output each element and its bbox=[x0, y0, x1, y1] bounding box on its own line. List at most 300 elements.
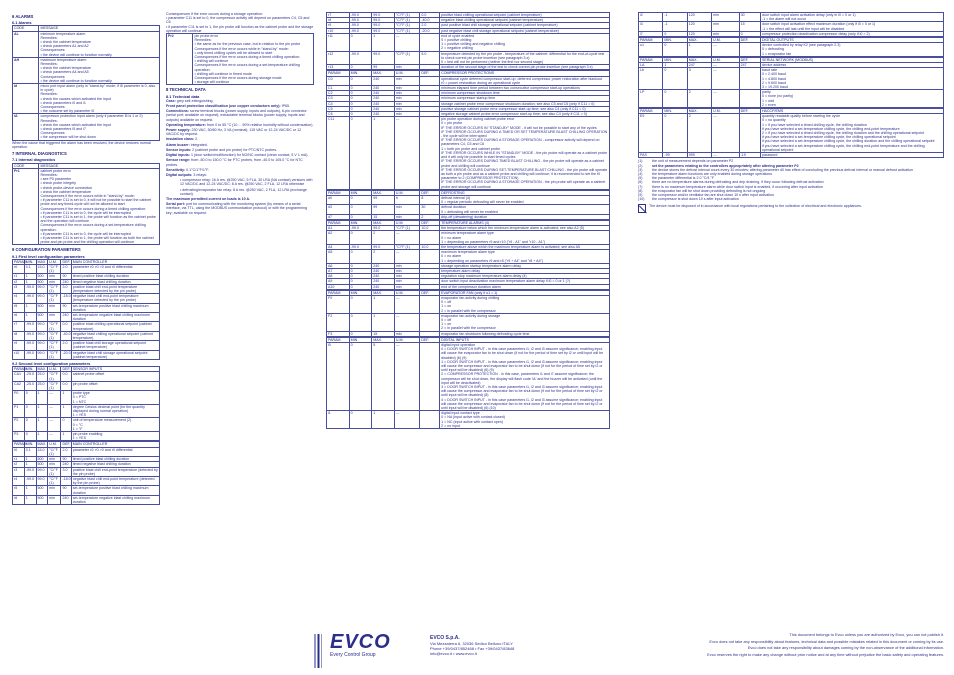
description-line: pin probe enabling bbox=[72, 432, 103, 437]
column-header: MESSAGE bbox=[39, 163, 160, 168]
code-cell: AH bbox=[13, 57, 39, 83]
code-row bbox=[13, 31, 160, 57]
param-cell bbox=[420, 295, 440, 313]
description-line: IF THE ERROR OCCURS DURING A STORAGE OPERATION - compressor activity will depend on parameters C4, C5 and C6 bbox=[441, 138, 600, 147]
param-cell: --- bbox=[712, 43, 739, 57]
column-header: U.M. bbox=[394, 190, 419, 195]
column-header: DEFROSTING bbox=[440, 190, 610, 195]
param-cell: F2 bbox=[327, 313, 350, 331]
description-line: 1 = YES bbox=[72, 436, 86, 441]
notice-line: Evco does not take any responsibility about features, technical data and possible mistakes related in this document or coming by its use. bbox=[709, 638, 944, 644]
param-cell: r8 bbox=[327, 18, 350, 23]
message-line: Consequences: bbox=[40, 105, 66, 110]
message-line: maximum temperature alarm bbox=[40, 57, 87, 62]
technical-paragraph bbox=[166, 158, 314, 166]
message-line: • check probe-device connection bbox=[40, 185, 93, 190]
param-cell: 99.0 bbox=[36, 322, 48, 331]
param-description bbox=[440, 117, 610, 189]
code-message bbox=[39, 114, 160, 140]
message-line: Consequences if the error occurs while in "stand-by" mode: bbox=[40, 193, 135, 198]
param-cell: 500 bbox=[36, 279, 48, 284]
footnote-number: (10) bbox=[638, 197, 645, 202]
message-line: • check the cabinet temperature bbox=[40, 40, 92, 45]
description-line: cabinet probe offset bbox=[72, 372, 105, 377]
column-header: CODE bbox=[13, 163, 39, 168]
description-line: door switch input alarm activation delay (only in i0 = 0 or 1) bbox=[761, 13, 856, 17]
description-line: timed negative blast chilling duration bbox=[72, 279, 131, 284]
param-cell: LP bbox=[639, 90, 663, 108]
message-line: • storage will continue bbox=[194, 80, 230, 85]
description-line: timed negative blast chilling duration bbox=[72, 462, 131, 467]
description-line: post positive blast chill storage operational setpoint (cabinet temperature) bbox=[441, 23, 558, 28]
param-cell: --- bbox=[48, 418, 61, 432]
technical-value: screw terminal blocks (power supply, inputs and outputs), 6-pin connector (serial port; available on request); extractable terminal blocks (power supply, inputs and outputs) available on request. bbox=[166, 109, 307, 122]
param-cell: -99 bbox=[663, 153, 687, 158]
param-cell: °C/°F (1) bbox=[394, 28, 419, 33]
param-cell: min bbox=[394, 101, 419, 106]
param-cell: -99.0 bbox=[24, 341, 36, 350]
param-description bbox=[760, 153, 943, 158]
description-line: minimum elapsed time period between two consecutive compressor start-up operations bbox=[441, 86, 580, 91]
footnote-number: (8) bbox=[638, 188, 643, 193]
param-cell bbox=[739, 43, 760, 57]
code-message bbox=[193, 34, 314, 85]
param-cell: A5 bbox=[327, 250, 350, 264]
subsection-title: 9.2 Second level configuration parameters bbox=[12, 361, 91, 367]
logo-wordmark: EVCO bbox=[330, 631, 391, 653]
param-cell: r12 bbox=[327, 51, 350, 65]
description-line: degree Celsius decimal point (for the quantity displayed during normal operation) bbox=[72, 404, 145, 414]
param-cell: 1 bbox=[372, 33, 395, 51]
column-header: DEF. bbox=[62, 442, 71, 447]
description-line: 0 = no alarm bbox=[441, 254, 462, 259]
param-cell: min bbox=[394, 86, 419, 91]
column-header: DEF. bbox=[739, 109, 760, 114]
param-cell: d7 bbox=[327, 214, 350, 219]
param-row bbox=[13, 432, 160, 441]
code-cell: id bbox=[13, 84, 39, 114]
param-cell: min bbox=[394, 214, 419, 219]
param-cell: 0 bbox=[349, 268, 372, 273]
param-cell: r6 bbox=[13, 495, 25, 504]
param-cell: 0.0 bbox=[61, 381, 71, 390]
description-line: 2 = even bbox=[761, 102, 776, 107]
param-cell: 240 bbox=[372, 112, 395, 117]
technical-label: Sensitivity: bbox=[166, 167, 186, 172]
param-cell: 0 bbox=[24, 418, 36, 432]
param-cell: 247 bbox=[687, 63, 711, 68]
message-line: • the device will continue to function normally bbox=[40, 52, 112, 57]
column-header: U.M. bbox=[48, 259, 61, 264]
technical-value: 2 (cabinet probe and pin probe) for PTC/NTC probes. bbox=[191, 147, 278, 152]
param-row bbox=[13, 303, 160, 312]
column-header: MAX. bbox=[37, 442, 47, 447]
code-message bbox=[39, 57, 160, 83]
param-cell: r4 bbox=[13, 476, 25, 485]
description-line: device controlled by relay K2 (see paragraph 2.3) bbox=[761, 43, 841, 48]
param-cell: 240 bbox=[61, 462, 71, 467]
evco-logo bbox=[330, 632, 410, 658]
param-cell: 1 bbox=[24, 279, 36, 284]
param-cell: 2.0 bbox=[61, 264, 71, 273]
param-cell: --- bbox=[48, 404, 61, 418]
param-cell: 30 bbox=[420, 205, 440, 214]
disposal-text: The device must be disposed of in accordance with local regulations pertaining to the collection of electrical and electronic appliances. bbox=[649, 204, 862, 209]
param-cell: 1 bbox=[61, 404, 71, 418]
param-cell: min bbox=[394, 112, 419, 117]
param-description bbox=[71, 486, 159, 495]
param-cell bbox=[420, 343, 440, 411]
param-cell: --- bbox=[48, 432, 61, 441]
message-line: • check parameters A1 and A2 bbox=[40, 44, 89, 49]
param-cell: 240 bbox=[372, 96, 395, 101]
param-cell: r2 bbox=[13, 462, 25, 467]
column-header: MIN. bbox=[349, 290, 372, 295]
param-cell: 0 bbox=[663, 68, 687, 90]
message-line: • check the causes which activated the input bbox=[40, 122, 111, 127]
param-cell: -20.0 bbox=[61, 350, 71, 359]
footnote-number: (4) bbox=[638, 171, 643, 176]
param-cell: 3.0 bbox=[61, 284, 71, 293]
description-line: 1 = NC (input active with contact open) bbox=[441, 419, 503, 424]
param-table bbox=[326, 220, 610, 290]
technical-value: from 0 to 55 °C (10 ... 90% relative humidity without condensation). bbox=[205, 122, 314, 127]
message-line: compressor protection input alarm (only if parameter i5 is 1 or 2) bbox=[40, 114, 143, 119]
param-cell: 240 bbox=[372, 76, 395, 85]
technical-paragraph bbox=[166, 128, 314, 136]
description-line: 1 = YES bbox=[72, 413, 86, 418]
column-header: MIN. bbox=[663, 57, 687, 62]
company-name: EVCO S.p.A. bbox=[430, 635, 460, 641]
message-line: • the device will continue to function normally bbox=[40, 78, 112, 83]
message-line: • the compressor will be shut down bbox=[40, 135, 96, 140]
code-cell: Pr1 bbox=[13, 168, 39, 245]
param-cell: °C/°F (1) bbox=[394, 226, 419, 231]
param-cell: 0 bbox=[349, 117, 372, 189]
param-description bbox=[440, 195, 610, 204]
param-cell bbox=[420, 313, 440, 331]
param-cell: -18.0 bbox=[61, 476, 71, 485]
message-line: • check the cabinet temperature bbox=[40, 66, 92, 71]
param-cell: 99 bbox=[372, 195, 395, 204]
param-row bbox=[327, 33, 610, 51]
param-cell: °C/°F (1) bbox=[48, 350, 61, 359]
param-cell: -99.0 bbox=[349, 18, 372, 23]
param-cell: 2.0 bbox=[61, 447, 71, 456]
param-description bbox=[760, 68, 943, 90]
description-line: IF THE ERROR OCCURS DURING TIMED BLAST CHILLING - the pin probe will operate as a cabinet probe and chilling will continue bbox=[441, 159, 604, 168]
section-title: 9 CONFIGURATION PARAMETERS bbox=[12, 247, 81, 253]
param-table bbox=[12, 441, 160, 505]
param-cell: r1 bbox=[13, 457, 25, 462]
param-cell: °C/°F (1) bbox=[48, 447, 61, 456]
footnote-text: the evaporator fan will be shut down providing defrosting is not ongoing bbox=[652, 188, 766, 193]
message-line: Remedies: bbox=[40, 172, 58, 177]
param-cell: i7 bbox=[639, 31, 663, 36]
column-header: U.M. bbox=[48, 367, 61, 372]
param-cell: r2 bbox=[13, 279, 25, 284]
column-header: MIN. bbox=[663, 109, 687, 114]
param-description bbox=[440, 51, 610, 65]
param-cell: 2 bbox=[687, 90, 711, 108]
param-row bbox=[327, 205, 610, 214]
column-header: MAX. bbox=[687, 109, 711, 114]
param-description bbox=[71, 372, 159, 381]
param-cell: °C/°F (1) bbox=[394, 51, 419, 65]
footnote-number: (5) bbox=[638, 176, 643, 181]
message-line: • if parameter C11 is set to 0, it will not be possible to start the cabinet probe and any timed-cycle will not be allowed to start bbox=[40, 198, 152, 207]
param-cell: min bbox=[48, 303, 61, 312]
description-line: 1 = positive chilling and negative chilling bbox=[441, 42, 505, 47]
description-line: probe type bbox=[72, 391, 90, 396]
description-line: minimum compressor startup time bbox=[441, 96, 496, 101]
message-line: • only timed chilling cycles will be allowed to start bbox=[194, 50, 273, 55]
param-row bbox=[639, 22, 944, 31]
description-line: digital input operation bbox=[441, 343, 476, 348]
param-cell: 0 bbox=[349, 101, 372, 106]
technical-label: The maximum permitted current on loads is 10 A. bbox=[166, 196, 251, 201]
param-cell: 0.1 bbox=[24, 264, 36, 273]
param-cell: -40.0 bbox=[420, 18, 440, 23]
relay-item: • defrosting/evaporator fan relay: 8 A res. @250 VAC, 2 FLA, 12 LRA (exchange contact). bbox=[180, 187, 307, 196]
text-line: Consequences if the error occurs during a storage operation: bbox=[166, 12, 263, 16]
message-line: • if parameter C11 is set to 0, the cycle will be interrupted bbox=[40, 231, 131, 236]
param-description bbox=[440, 76, 610, 85]
param-cell: 90 bbox=[61, 486, 71, 495]
technical-label: Front panel protection classification (use copper conductors only): bbox=[166, 104, 281, 109]
column-3 bbox=[326, 12, 610, 429]
param-cell: min bbox=[394, 263, 419, 268]
param-cell: 99.0 bbox=[372, 18, 395, 23]
column-header: COMPRESSOR PROTECTIONS bbox=[440, 71, 610, 76]
param-cell: -99.0 bbox=[349, 13, 372, 18]
param-cell: 10.0 bbox=[420, 244, 440, 249]
description-line: temperature alarm delay bbox=[441, 268, 481, 273]
param-description bbox=[440, 33, 610, 51]
param-cell: 1 bbox=[61, 391, 71, 405]
footnote-text: the compressor is shut down 10 s after input activation bbox=[652, 197, 739, 202]
description-line: negative blast chill end-point temperature (detected by the pin probe) bbox=[72, 476, 155, 486]
param-cell: °C/°F (1) bbox=[48, 322, 61, 331]
param-cell: 240 bbox=[372, 274, 395, 279]
description-line: 1 = depending on parameters r9 and r8 ("r9 + A4" and "r8 + A4") bbox=[441, 258, 544, 263]
param-cell: -25.0 bbox=[24, 381, 36, 390]
description-line: post negative blast chill storage operational setpoint (cabinet temperature) bbox=[441, 28, 560, 33]
param-cell: --- bbox=[712, 90, 739, 108]
column-header: MAX. bbox=[372, 220, 395, 225]
description-line: minimum temperature alarm type bbox=[441, 231, 494, 236]
description-line: IF THE ERROR OCCURS DURING SET-TEMPERATURE BLAST CHILLING - the pin probe will operate as both a pin probe and as a cabinet probe and chilling will continue; it is recommended to set the t0 parameter to 2 (COMPRESSOR PROTECTION) bbox=[441, 167, 608, 181]
description-line: parity bbox=[761, 90, 771, 95]
param-cell: min bbox=[394, 279, 419, 284]
param-description bbox=[760, 13, 943, 22]
param-cell: A2 bbox=[327, 231, 350, 245]
description-line: pin probe offset bbox=[72, 381, 98, 386]
param-cell: 0 bbox=[349, 86, 372, 91]
description-line: 3 = 19.200 baud bbox=[761, 85, 789, 90]
technical-value: integrated. bbox=[189, 142, 208, 147]
param-cell: 0 bbox=[349, 284, 372, 289]
description-line: 0 = no quantity bbox=[761, 118, 786, 123]
param-description bbox=[440, 313, 610, 331]
param-row bbox=[13, 486, 160, 495]
company-phone: Phone +39/0437/852468 • Fax +39/0437/83648 bbox=[430, 646, 515, 651]
description-line: 2 = negative chilling bbox=[441, 46, 473, 51]
technical-label: Sensor range: bbox=[166, 158, 191, 163]
param-cell: A4 bbox=[327, 244, 350, 249]
column-header: DEF. bbox=[420, 71, 440, 76]
column-header: PARAM bbox=[327, 337, 350, 342]
description-line: 0 = none (no parity) bbox=[761, 94, 794, 99]
description-line: r0 = power restoration during an operational cycle bbox=[441, 80, 521, 85]
param-cell: min bbox=[394, 91, 419, 96]
message-line: Consequences if the error occurs while in "stand-by" mode: bbox=[194, 46, 289, 51]
param-cell: min bbox=[48, 274, 61, 279]
param-cell: -99.0 bbox=[349, 28, 372, 33]
column-header: MAIN CONTROLLER bbox=[71, 259, 159, 264]
param-cell: r10 bbox=[327, 28, 350, 33]
description-line: 0 = PTC bbox=[72, 395, 87, 400]
param-cell: 1 bbox=[24, 462, 36, 467]
param-cell: --- bbox=[394, 313, 419, 331]
technical-paragraph bbox=[166, 143, 314, 147]
column-header: U.M. bbox=[394, 337, 419, 342]
param-description bbox=[71, 284, 159, 293]
description-line: if you have selected a set-temperature chilling cycle, the chilling duration and the chilling operational setpoint bbox=[761, 139, 935, 144]
param-cell: 15 bbox=[372, 331, 395, 336]
logo-tagline: Every Control Group bbox=[330, 652, 376, 658]
param-cell: 0 bbox=[349, 250, 372, 264]
description-line: temperature detected by the pin probe - temperature of the cabinet: differential for the end-of-cycle test to check correct pin probe insertion (see paragraph 3.x) bbox=[441, 51, 605, 60]
code-table bbox=[12, 25, 160, 140]
param-cell: r9 bbox=[13, 341, 25, 350]
param-row bbox=[327, 231, 610, 245]
param-cell: r3 bbox=[13, 284, 25, 293]
description-line: if you have selected a set-temperature chilling cycle, the chilling end-point temperature bbox=[761, 126, 900, 131]
param-cell: 1 bbox=[36, 418, 48, 432]
message-line: micro port input alarm (only in "stand-by" mode; if i5 parameter is 0, also in cycle) bbox=[40, 84, 156, 93]
message-line: • check parameters i0 and i1 bbox=[40, 100, 86, 105]
description-line: timed positive blast chilling duration bbox=[72, 457, 130, 462]
param-cell: 99.0 bbox=[372, 13, 395, 18]
param-description bbox=[71, 294, 159, 303]
column-header: MESSAGE bbox=[39, 26, 160, 31]
param-row bbox=[13, 447, 160, 456]
description-line: operational cycle deferred compressor start-up: deferred compressor power restoration after blackout bbox=[441, 76, 602, 81]
param-description bbox=[440, 343, 610, 411]
param-table bbox=[638, 12, 944, 37]
param-cell bbox=[420, 76, 440, 85]
message-line: Remedies: bbox=[40, 118, 58, 123]
param-cell: r3 bbox=[13, 467, 25, 476]
param-cell: 0.1 bbox=[24, 447, 36, 456]
param-cell: 99.0 bbox=[372, 51, 395, 65]
column-header: PARAM bbox=[14, 442, 27, 447]
column-header: DIGITAL OUTPUTS bbox=[760, 38, 943, 43]
column-header: MIN. bbox=[349, 220, 372, 225]
notice-line: This document belongs to Evco unless you are authorized by Evco, you can not publish it. bbox=[789, 632, 944, 637]
param-cell: 0.0 bbox=[61, 372, 71, 381]
param-cell: 0 bbox=[349, 214, 372, 219]
param-row bbox=[639, 114, 944, 153]
param-cell: 0 bbox=[24, 432, 36, 441]
param-cell: C3 bbox=[327, 96, 350, 101]
description-line: 0 = off bbox=[441, 300, 452, 305]
param-cell: °C/°F (1) bbox=[48, 331, 61, 340]
description-line: 0 = 2.400 baud bbox=[761, 72, 787, 77]
param-cell: 99.0 bbox=[372, 244, 395, 249]
description-line: negative storage cabinet probe error compressor start-up time; see also C4 (only if C11 = 0) bbox=[441, 112, 587, 117]
column-2 bbox=[166, 12, 314, 216]
param-row bbox=[13, 467, 160, 476]
code-row bbox=[13, 114, 160, 140]
param-cell: -99.0 bbox=[24, 350, 36, 359]
param-row bbox=[639, 31, 944, 36]
description-line: quantity readable quality before starting the cycle bbox=[761, 114, 841, 119]
param-cell: 99.0 bbox=[372, 23, 395, 28]
param-description bbox=[440, 231, 610, 245]
param-cell: C4 bbox=[327, 101, 350, 106]
param-row bbox=[639, 90, 944, 108]
description-line: 4 = DOOR SWITCH INPUT - in this case parameters i1, i2 and i3 assume significance; enabling input will cause the compressor and evaporator fan to be shut down (if not for the period of time set by i2 or until input will be disabled) (6) (10) bbox=[441, 397, 603, 411]
param-cell: r9 bbox=[327, 23, 350, 28]
param-cell: P2 bbox=[13, 418, 25, 432]
param-cell: 0 bbox=[349, 33, 372, 51]
footnote-number: (9) bbox=[638, 192, 643, 197]
param-cell: min bbox=[394, 205, 419, 214]
technical-value: port for communicating with the monitoring system (by means of a serial interface, via TTL, using the MODBUS communication protocol) or with the programming key; available on request. bbox=[166, 202, 307, 215]
param-description bbox=[440, 65, 610, 70]
technical-data bbox=[166, 99, 314, 215]
param-cell: 0 bbox=[24, 404, 36, 418]
description-line: the temperature below which the minimum temperature alarm is activated; see also A2 (5) bbox=[441, 226, 584, 231]
subsection-title: 7.1 Internal diagnostics bbox=[12, 157, 56, 163]
param-cell: 99.0 bbox=[36, 294, 48, 303]
description-line: set-temperature positive blast chilling maximum duration bbox=[72, 303, 149, 312]
param-cell: --- bbox=[394, 33, 419, 51]
code-message bbox=[39, 31, 160, 57]
message-line: Consequences if the error occurs during storage mode: bbox=[194, 76, 283, 81]
param-cell: F0 bbox=[327, 295, 350, 313]
param-row bbox=[327, 214, 610, 219]
param-cell: 99.0 bbox=[36, 331, 48, 340]
param-cell: °C/°F (1) bbox=[48, 381, 61, 390]
param-description bbox=[71, 313, 159, 322]
param-cell: --- bbox=[394, 411, 419, 429]
param-row bbox=[13, 350, 160, 359]
section-title: 6 ALARMS bbox=[12, 14, 34, 19]
technical-label: Power supply: bbox=[166, 128, 191, 133]
footnote-text: the temperature alarm functions are only enabled during storage operations bbox=[652, 171, 773, 176]
param-description bbox=[760, 43, 943, 57]
column-header: PARAM bbox=[639, 109, 663, 114]
message-line: Consequences if the error occurs during a set-temperature chilling operation: bbox=[40, 223, 146, 232]
param-cell: 2 bbox=[687, 114, 711, 153]
param-cell: min bbox=[394, 76, 419, 85]
description-line: 2 = in parallel with the compressor bbox=[441, 308, 496, 313]
description-line: door switch input deactivation maximum temperature alarm delay if i0 = 0 or 1 (?) bbox=[441, 279, 571, 284]
param-table bbox=[638, 37, 944, 57]
description-line: unit of temperature measurement (2) bbox=[72, 418, 132, 423]
description-line: 1 = on bbox=[441, 322, 452, 327]
description-line: maximum temperature alarm type bbox=[441, 250, 495, 255]
param-row bbox=[639, 43, 944, 57]
technical-paragraph bbox=[166, 168, 314, 172]
param-cell: 1 bbox=[372, 313, 395, 331]
description-line: 0 = test will not be performed (neither the first nor second stage) bbox=[441, 60, 544, 65]
description-line: storage operation startup temperature alarm delay bbox=[441, 263, 522, 268]
message-line: • the outcome set by parameter i0 bbox=[40, 109, 95, 114]
